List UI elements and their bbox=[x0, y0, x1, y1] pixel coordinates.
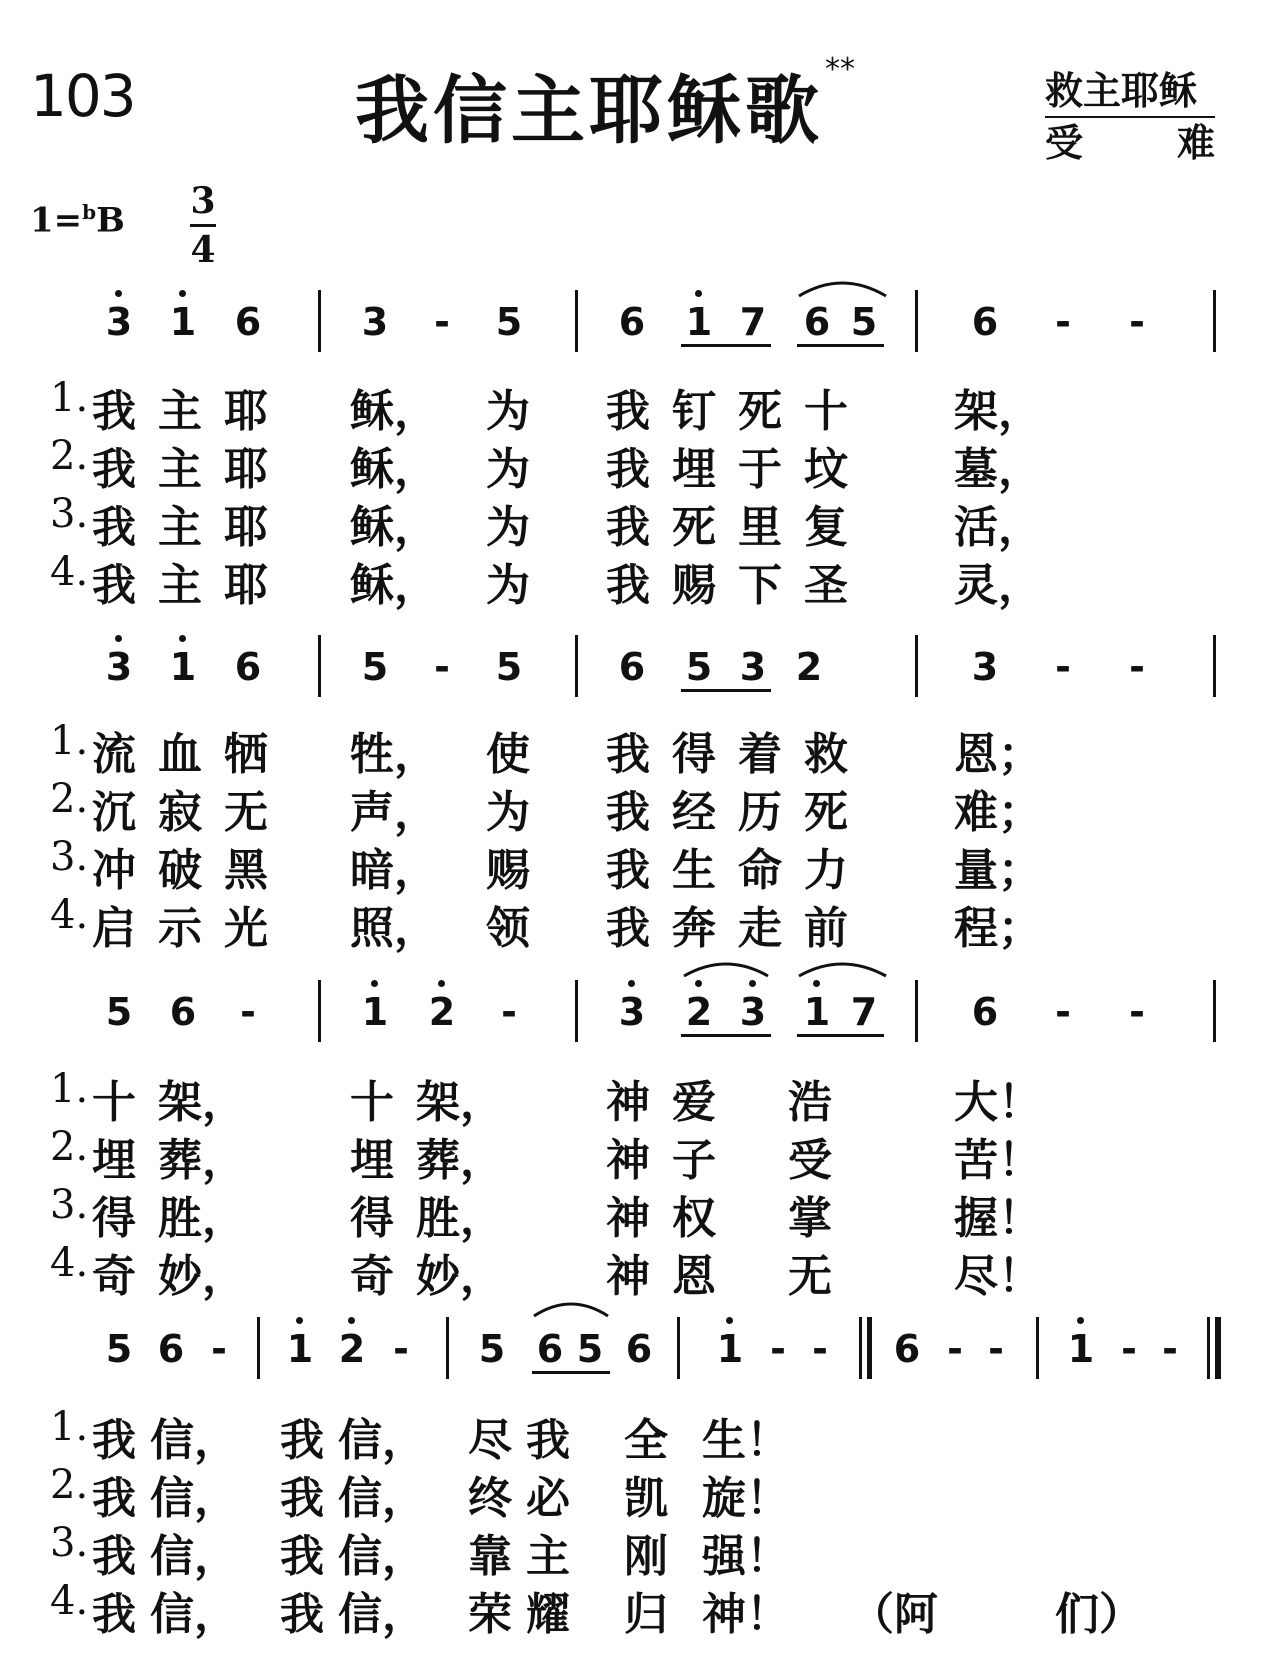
lyric-char: 我 bbox=[526, 1415, 570, 1466]
hymn-title: 我信主耶稣歌 bbox=[355, 68, 823, 154]
lyric-char: 信， bbox=[338, 1415, 426, 1466]
note: 3 bbox=[739, 645, 767, 689]
lyric-char: 我 bbox=[92, 560, 136, 611]
high-octave-dot bbox=[695, 290, 702, 297]
extension-dash: - bbox=[1162, 1327, 1178, 1371]
lyric-char: 尽！ bbox=[954, 1251, 1042, 1302]
extension-dash: - bbox=[1129, 645, 1145, 689]
lyric-char: 信， bbox=[338, 1473, 426, 1524]
lyric-char: 我 bbox=[92, 386, 136, 437]
extension-dash: - bbox=[240, 990, 256, 1034]
note: 6 bbox=[618, 300, 646, 344]
lyric-char: 主 bbox=[158, 444, 202, 495]
time-denominator: 4 bbox=[190, 229, 216, 271]
high-octave-dot bbox=[749, 980, 756, 987]
verse-number: 3. bbox=[50, 834, 89, 880]
lyric-char: 我 bbox=[606, 903, 650, 954]
lyric-char: 下 bbox=[738, 560, 782, 611]
extension-dash: - bbox=[947, 1327, 963, 1371]
lyric-char: 神 bbox=[606, 1077, 650, 1128]
lyric-char: 我 bbox=[280, 1589, 324, 1640]
note: 5 bbox=[495, 645, 523, 689]
extension-dash: - bbox=[1055, 300, 1071, 344]
verse-number: 4. bbox=[50, 549, 89, 595]
lyric-char: 血 bbox=[158, 729, 202, 780]
lyric-char: 我 bbox=[606, 729, 650, 780]
verse-number: 1. bbox=[50, 375, 89, 421]
bar-line bbox=[575, 635, 578, 697]
high-octave-dot bbox=[695, 980, 702, 987]
lyric-char: 流 bbox=[92, 729, 136, 780]
lyric-char: 信， bbox=[150, 1589, 238, 1640]
note: 5 bbox=[361, 645, 389, 689]
bar-line bbox=[318, 635, 321, 697]
lyric-char: 我 bbox=[280, 1415, 324, 1466]
time-numerator: 3 bbox=[190, 178, 216, 227]
lyric-char: 寂 bbox=[158, 787, 202, 838]
lyric-char: 我 bbox=[92, 444, 136, 495]
slur bbox=[530, 1298, 612, 1318]
note: 5 bbox=[576, 1327, 604, 1371]
lyric-char: 赐 bbox=[486, 845, 530, 896]
lyric-char: 奔 bbox=[672, 903, 716, 954]
extension-dash: - bbox=[1055, 990, 1071, 1034]
lyric-char: 妙， bbox=[416, 1251, 504, 1302]
lyric-char: 牲， bbox=[350, 729, 438, 780]
verse-number: 4. bbox=[50, 1578, 89, 1624]
lyric-char: 救 bbox=[804, 729, 848, 780]
eighth-underline bbox=[681, 344, 771, 347]
high-octave-dot bbox=[726, 1317, 733, 1324]
lyric-char: 神 bbox=[606, 1135, 650, 1186]
eighth-underline bbox=[681, 689, 771, 692]
slur bbox=[795, 276, 890, 298]
lyric-char: 主 bbox=[158, 502, 202, 553]
extension-dash: - bbox=[770, 1327, 786, 1371]
verse-number: 2. bbox=[50, 1124, 89, 1170]
category-line2-b: 难 bbox=[1176, 120, 1215, 165]
eighth-underline bbox=[797, 1034, 884, 1037]
lyric-char: 妙， bbox=[158, 1251, 246, 1302]
note: 3 bbox=[361, 300, 389, 344]
high-octave-dot bbox=[348, 1317, 355, 1324]
lyric-char: 难； bbox=[954, 787, 1042, 838]
extension-dash: - bbox=[1121, 1327, 1137, 1371]
lyric-char: 架， bbox=[416, 1077, 504, 1128]
lyric-char: 我 bbox=[92, 1415, 136, 1466]
lyric-char: 耶 bbox=[224, 502, 268, 553]
category-line1: 救主耶稣 bbox=[1045, 66, 1215, 118]
lyric-char: 经 bbox=[672, 787, 716, 838]
bar-line bbox=[1213, 980, 1216, 1042]
lyric-char: 耶 bbox=[224, 386, 268, 437]
note: 1 bbox=[803, 990, 831, 1034]
lyric-char: 稣， bbox=[350, 444, 438, 495]
lyric-char: 信， bbox=[338, 1531, 426, 1582]
lyric-char: 程； bbox=[954, 903, 1042, 954]
bar-line bbox=[915, 635, 918, 697]
lyric-char: 得 bbox=[350, 1193, 394, 1244]
final-bar-line bbox=[1215, 1317, 1221, 1379]
lyric-char: 子 bbox=[672, 1135, 716, 1186]
lyric-char: 赐 bbox=[672, 560, 716, 611]
note: 3 bbox=[739, 990, 767, 1034]
lyric-char: 复 bbox=[804, 502, 848, 553]
eighth-underline bbox=[532, 1371, 610, 1374]
high-octave-dot bbox=[179, 290, 186, 297]
lyric-char: 力 bbox=[804, 845, 848, 896]
bar-line bbox=[677, 1317, 680, 1379]
lyric-char: 埋 bbox=[350, 1135, 394, 1186]
lyric-char: 胜， bbox=[158, 1193, 246, 1244]
lyric-char: 耶 bbox=[224, 560, 268, 611]
lyric-char: 命 bbox=[738, 845, 782, 896]
lyric-char: 神 bbox=[606, 1251, 650, 1302]
bar-line bbox=[575, 980, 578, 1042]
note: 6 bbox=[625, 1327, 653, 1371]
lyric-char: 领 bbox=[486, 903, 530, 954]
note: 5 bbox=[850, 300, 878, 344]
lyric-char: 量； bbox=[954, 845, 1042, 896]
lyric-char: 神！ bbox=[702, 1589, 790, 1640]
lyric-char: 我 bbox=[280, 1531, 324, 1582]
lyric-char: 死 bbox=[804, 787, 848, 838]
extension-dash: - bbox=[434, 645, 450, 689]
lyric-char: 稣， bbox=[350, 502, 438, 553]
lyric-char: 生！ bbox=[702, 1415, 790, 1466]
note: 5 bbox=[685, 645, 713, 689]
lyric-char: 坟 bbox=[804, 444, 848, 495]
bar-line bbox=[575, 290, 578, 352]
lyric-char: 终 bbox=[468, 1473, 512, 1524]
lyric-char: 钉 bbox=[672, 386, 716, 437]
lyric-char: 胜， bbox=[416, 1193, 504, 1244]
category-line2 bbox=[1045, 118, 1215, 168]
note: 7 bbox=[739, 300, 767, 344]
lyric-char: 我 bbox=[92, 1473, 136, 1524]
note: 1 bbox=[716, 1327, 744, 1371]
high-octave-dot bbox=[438, 980, 445, 987]
lyric-char: 为 bbox=[486, 787, 530, 838]
lyric-char: 刚 bbox=[624, 1531, 668, 1582]
verse-number: 4. bbox=[50, 1240, 89, 1286]
note: 5 bbox=[495, 300, 523, 344]
lyric-char: 荣 bbox=[468, 1589, 512, 1640]
note: 3 bbox=[105, 645, 133, 689]
extension-dash: - bbox=[393, 1327, 409, 1371]
note: 2 bbox=[685, 990, 713, 1034]
lyric-char: 握！ bbox=[954, 1193, 1042, 1244]
note: 7 bbox=[850, 990, 878, 1034]
lyric-char: 架， bbox=[158, 1077, 246, 1128]
extension-dash: - bbox=[434, 300, 450, 344]
lyric-char: 无 bbox=[788, 1251, 832, 1302]
category-line2-a: 受 bbox=[1045, 120, 1084, 165]
time-signature bbox=[190, 178, 216, 273]
verse-number: 3. bbox=[50, 491, 89, 537]
bar-line bbox=[318, 290, 321, 352]
lyric-char: 我 bbox=[606, 444, 650, 495]
lyric-char: 我 bbox=[280, 1473, 324, 1524]
lyric-char: 十 bbox=[350, 1077, 394, 1128]
key-prefix: 1= bbox=[30, 200, 83, 241]
title-mark: ** bbox=[825, 52, 855, 87]
note: 3 bbox=[618, 990, 646, 1034]
lyric-char: 无 bbox=[224, 787, 268, 838]
lyric-char: 爱 bbox=[672, 1077, 716, 1128]
lyric-char: 恩 bbox=[672, 1251, 716, 1302]
lyric-char: 恩； bbox=[954, 729, 1042, 780]
key-signature bbox=[30, 200, 125, 240]
verse-number: 3. bbox=[50, 1182, 89, 1228]
lyric-char: 强！ bbox=[702, 1531, 790, 1582]
note: 5 bbox=[478, 1327, 506, 1371]
eighth-underline bbox=[681, 1034, 771, 1037]
lyric-char: 靠 bbox=[468, 1531, 512, 1582]
lyric-char: 稣， bbox=[350, 386, 438, 437]
key-note: B bbox=[96, 200, 125, 241]
lyric-char: 我 bbox=[606, 560, 650, 611]
lyric-char: 前 bbox=[804, 903, 848, 954]
lyric-char: 我 bbox=[606, 502, 650, 553]
lyric-char: 我 bbox=[606, 845, 650, 896]
lyric-char: 里 bbox=[738, 502, 782, 553]
note: 1 bbox=[286, 1327, 314, 1371]
note: 6 bbox=[893, 1327, 921, 1371]
lyric-char: 我 bbox=[606, 787, 650, 838]
verse-number: 4. bbox=[50, 892, 89, 938]
note: 6 bbox=[971, 990, 999, 1034]
category-label bbox=[1045, 66, 1215, 168]
bar-line bbox=[1213, 635, 1216, 697]
note: 1 bbox=[1067, 1327, 1095, 1371]
lyric-char: 葬， bbox=[158, 1135, 246, 1186]
note: 6 bbox=[803, 300, 831, 344]
slur bbox=[680, 958, 772, 978]
extension-dash: - bbox=[211, 1327, 227, 1371]
lyric-char: 埋 bbox=[672, 444, 716, 495]
lyric-char: 奇 bbox=[92, 1251, 136, 1302]
note: 6 bbox=[536, 1327, 564, 1371]
extension-dash: - bbox=[501, 990, 517, 1034]
lyric-char: 主 bbox=[158, 386, 202, 437]
lyric-char: 声， bbox=[350, 787, 438, 838]
lyric-char: 冲 bbox=[92, 845, 136, 896]
lyric-char: 活， bbox=[954, 502, 1042, 553]
note: 6 bbox=[234, 300, 262, 344]
note: 6 bbox=[169, 990, 197, 1034]
lyric-char: 埋 bbox=[92, 1135, 136, 1186]
lyric-char: 耀 bbox=[526, 1589, 570, 1640]
note: 2 bbox=[795, 645, 823, 689]
bar-line bbox=[1213, 290, 1216, 352]
slur bbox=[795, 958, 890, 978]
verse-number: 1. bbox=[50, 1066, 89, 1112]
extension-dash: - bbox=[812, 1327, 828, 1371]
lyric-char: 为 bbox=[486, 444, 530, 495]
lyric-char: 破 bbox=[158, 845, 202, 896]
lyric-char: 信， bbox=[150, 1531, 238, 1582]
note: 1 bbox=[361, 990, 389, 1034]
verse-number: 3. bbox=[50, 1520, 89, 1566]
lyric-char: 死 bbox=[738, 386, 782, 437]
extension-dash: - bbox=[988, 1327, 1004, 1371]
lyric-char: 苦！ bbox=[954, 1135, 1042, 1186]
lyric-char: 主 bbox=[158, 560, 202, 611]
lyric-char: 走 bbox=[738, 903, 782, 954]
hymn-number: 103 bbox=[30, 62, 135, 130]
high-octave-dot bbox=[115, 290, 122, 297]
lyric-char: 旋！ bbox=[702, 1473, 790, 1524]
note: 6 bbox=[157, 1327, 185, 1371]
note: 1 bbox=[685, 300, 713, 344]
note: 3 bbox=[105, 300, 133, 344]
note: 1 bbox=[169, 645, 197, 689]
lyric-char: 奇 bbox=[350, 1251, 394, 1302]
lyric-char: 于 bbox=[738, 444, 782, 495]
lyric-char: 得 bbox=[92, 1193, 136, 1244]
note: 2 bbox=[338, 1327, 366, 1371]
lyric-char: 启 bbox=[92, 903, 136, 954]
high-octave-dot bbox=[371, 980, 378, 987]
lyric-char: 全 bbox=[624, 1415, 668, 1466]
verse-number: 2. bbox=[50, 433, 89, 479]
lyric-char: 浩 bbox=[788, 1077, 832, 1128]
note: 6 bbox=[618, 645, 646, 689]
lyric-char: 十 bbox=[804, 386, 848, 437]
verse-number: 2. bbox=[50, 776, 89, 822]
lyric-char: 墓， bbox=[954, 444, 1042, 495]
extension-dash: - bbox=[1055, 645, 1071, 689]
lyric-char: 权 bbox=[672, 1193, 716, 1244]
verse-number: 2. bbox=[50, 1462, 89, 1508]
bar-line bbox=[915, 980, 918, 1042]
bar-line bbox=[1036, 1317, 1039, 1379]
lyric-char: 必 bbox=[526, 1473, 570, 1524]
lyric-char: 大！ bbox=[954, 1077, 1042, 1128]
high-octave-dot bbox=[179, 635, 186, 642]
lyric-char: 得 bbox=[672, 729, 716, 780]
lyric-char: 暗， bbox=[350, 845, 438, 896]
extension-dash: - bbox=[1129, 300, 1145, 344]
lyric-char: 灵， bbox=[954, 560, 1042, 611]
note: 3 bbox=[971, 645, 999, 689]
amen-open: （阿 bbox=[850, 1589, 938, 1640]
lyric-char: 我 bbox=[92, 1589, 136, 1640]
lyric-char: 受 bbox=[788, 1135, 832, 1186]
bar-line bbox=[257, 1317, 260, 1379]
extension-dash: - bbox=[1129, 990, 1145, 1034]
lyric-char: 我 bbox=[92, 502, 136, 553]
lyric-char: 圣 bbox=[804, 560, 848, 611]
lyric-char: 我 bbox=[92, 1531, 136, 1582]
lyric-char: 为 bbox=[486, 502, 530, 553]
lyric-char: 为 bbox=[486, 560, 530, 611]
note: 6 bbox=[971, 300, 999, 344]
lyric-char: 掌 bbox=[788, 1193, 832, 1244]
lyric-char: 耶 bbox=[224, 444, 268, 495]
lyric-char: 信， bbox=[150, 1473, 238, 1524]
lyric-char: 照， bbox=[350, 903, 438, 954]
lyric-char: 生 bbox=[672, 845, 716, 896]
high-octave-dot bbox=[1077, 1317, 1084, 1324]
double-bar-line bbox=[859, 1317, 862, 1379]
lyric-char: 死 bbox=[672, 502, 716, 553]
bar-line bbox=[318, 980, 321, 1042]
verse-number: 1. bbox=[50, 718, 89, 764]
lyric-char: 光 bbox=[224, 903, 268, 954]
lyric-char: 历 bbox=[738, 787, 782, 838]
lyric-char: 归 bbox=[624, 1589, 668, 1640]
note: 6 bbox=[234, 645, 262, 689]
note: 1 bbox=[169, 300, 197, 344]
lyric-char: 使 bbox=[486, 729, 530, 780]
lyric-char: 主 bbox=[526, 1531, 570, 1582]
note: 5 bbox=[105, 1327, 133, 1371]
lyric-char: 为 bbox=[486, 386, 530, 437]
lyric-char: 信， bbox=[150, 1415, 238, 1466]
lyric-char: 葬， bbox=[416, 1135, 504, 1186]
flat-sign: b bbox=[82, 200, 97, 224]
amen-close: 们） bbox=[1055, 1589, 1143, 1640]
high-octave-dot bbox=[115, 635, 122, 642]
high-octave-dot bbox=[296, 1317, 303, 1324]
note: 2 bbox=[428, 990, 456, 1034]
lyric-char: 着 bbox=[738, 729, 782, 780]
lyric-char: 尽 bbox=[468, 1415, 512, 1466]
double-bar-line bbox=[867, 1317, 872, 1379]
verse-number: 1. bbox=[50, 1404, 89, 1450]
lyric-char: 凯 bbox=[624, 1473, 668, 1524]
high-octave-dot bbox=[813, 980, 820, 987]
final-bar-line bbox=[1207, 1317, 1210, 1379]
eighth-underline bbox=[797, 344, 884, 347]
bar-line bbox=[915, 290, 918, 352]
lyric-char: 十 bbox=[92, 1077, 136, 1128]
lyric-char: 示 bbox=[158, 903, 202, 954]
lyric-char: 我 bbox=[606, 386, 650, 437]
bar-line bbox=[446, 1317, 449, 1379]
lyric-char: 黑 bbox=[224, 845, 268, 896]
lyric-char: 牺 bbox=[224, 729, 268, 780]
note: 5 bbox=[105, 990, 133, 1034]
lyric-char: 沉 bbox=[92, 787, 136, 838]
lyric-char: 架， bbox=[954, 386, 1042, 437]
lyric-char: 神 bbox=[606, 1193, 650, 1244]
high-octave-dot bbox=[628, 980, 635, 987]
lyric-char: 信， bbox=[338, 1589, 426, 1640]
lyric-char: 稣， bbox=[350, 560, 438, 611]
